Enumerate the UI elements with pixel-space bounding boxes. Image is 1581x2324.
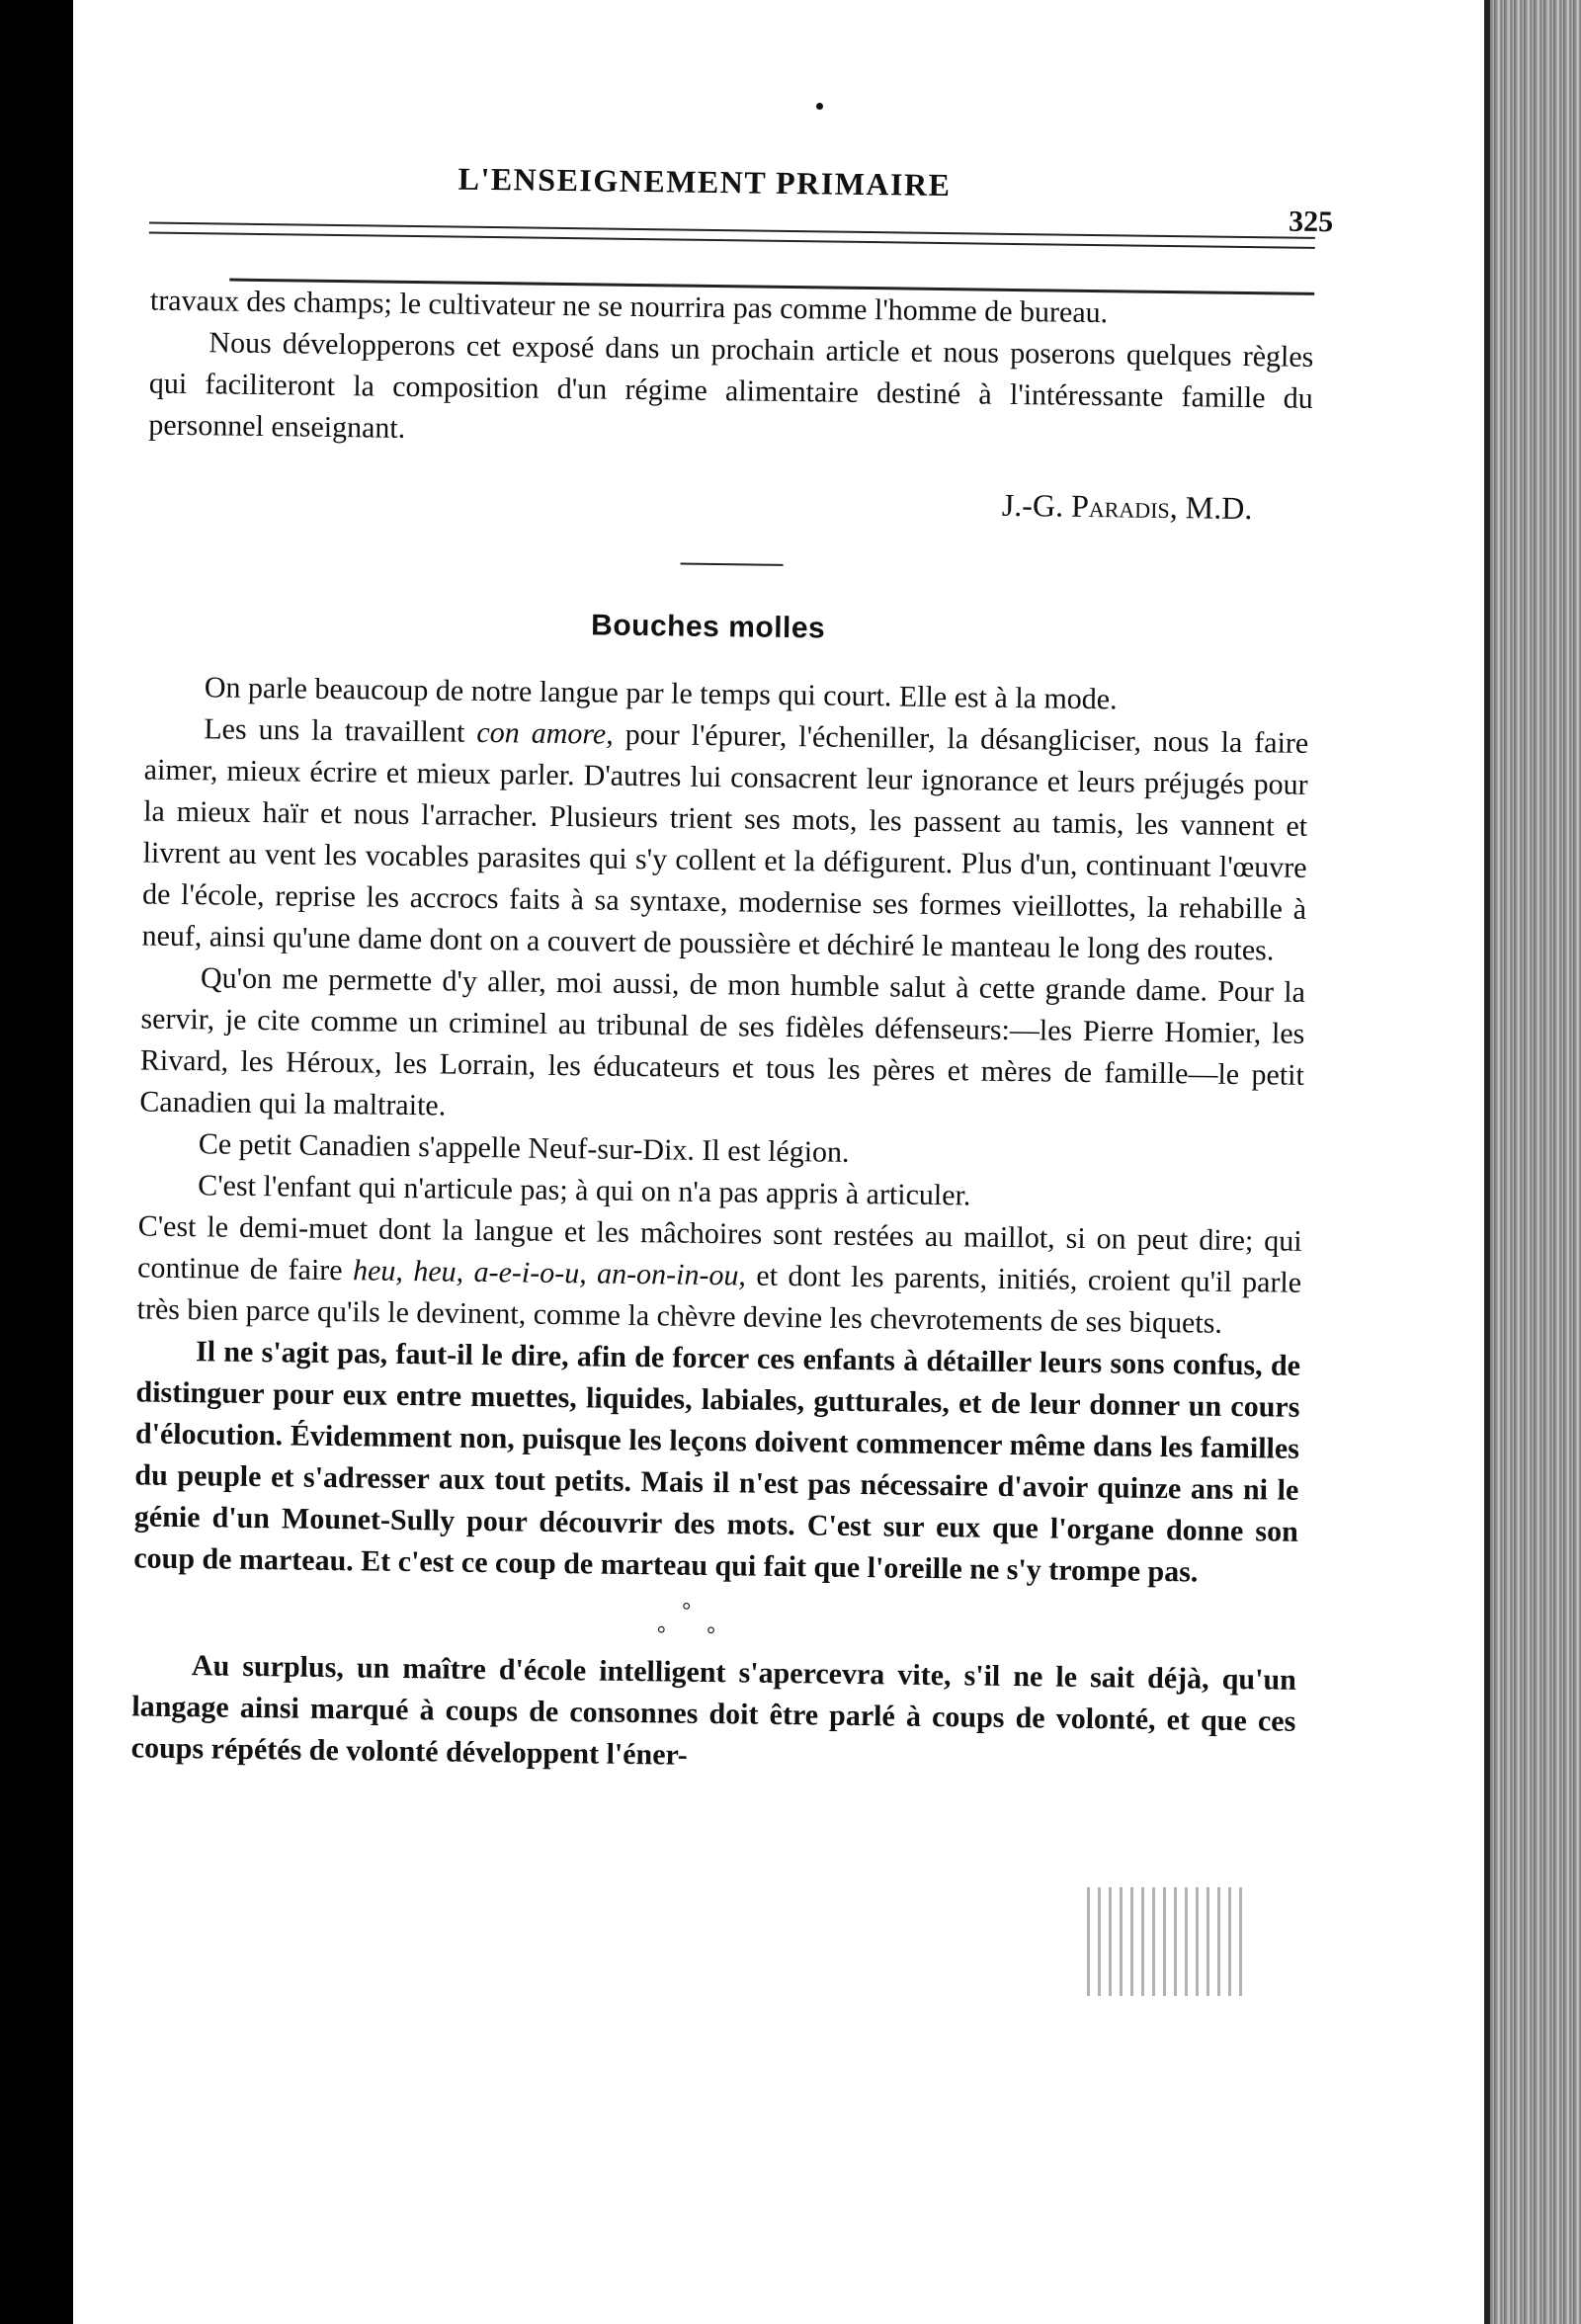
section-divider <box>681 563 784 566</box>
signature-suffix: , M.D. <box>1169 489 1253 527</box>
book-page <box>92 148 1334 1784</box>
signature-initials: J.-G. <box>1001 486 1072 524</box>
continuation-paragraph: travaux des champs; le cultivateur ne se nourrira pas comme l'homme de bureau. <box>149 284 1109 330</box>
running-title: L'ENSEIGNEMENT PRIMAIRE <box>458 160 952 204</box>
separator-top: ° <box>682 1597 709 1623</box>
article-continuation <box>109 280 1314 461</box>
page-header <box>112 148 1334 239</box>
print-smudge <box>1087 1887 1245 1996</box>
article-body-continued <box>92 1644 1297 1784</box>
ornament-separator <box>93 1591 1297 1654</box>
paragraph-8: Au surplus, un maître d'école intelligent s'apercevra vite, s'il ne le sait déjà, qu'un langage ainsi marqué à coups de consonnes doit être parlé à coups de volonté, et que ces coups répétés de volonté développent l'éner- <box>130 1649 1297 1772</box>
paragraph-2-italic: con amore, <box>476 715 614 751</box>
paragraph-2-start: Les uns la travaillent <box>204 712 477 749</box>
page-number: 325 <box>1288 205 1334 239</box>
signature-name: Paradis <box>1070 487 1171 526</box>
paragraph-6 <box>136 1205 1302 1345</box>
paragraph-4: Ce petit Canadien s'appelle Neuf-sur-Dix. Il est légion. <box>198 1127 850 1169</box>
paragraph-2-rest: pour l'épurer, l'écheniller, la désangliciser, nous la faire aimer, mieux écrire et mieux parler. D'autres lui consacrent leur ignorance et leurs préjugés pour la mieux haïr et nous l'arracher. Plusieurs trient ses mots, les passent au tamis, les vannent et livrent au vent les vocables parasites qui s'y collent et la défigurent. Plus d'un, continuant l'œuvre de l'école, reprise les accrocs faits à sa syntaxe, modernise ses formes vieillottes, la rehabille à neuf, ainsi qu'une dame dont on a couvert de poussière et déchiré le manteau le long des routes. <box>141 717 1309 967</box>
paragraph-2 <box>141 707 1308 971</box>
closing-paragraph: Nous développerons cet exposé dans un prochain article et nous poserons quelques règles qui faciliteront la composition d'un régime alimentaire destiné à l'intéressante famille du personnel enseignant. <box>148 326 1314 445</box>
author-signature <box>108 475 1311 528</box>
paragraph-7: Il ne s'agit pas, faut-il le dire, afin de forcer ces enfants à détailler leurs sons confus, de distinguer pour eux entre muettes, liquides, labiales, gutturales, et de leur donner un cours d'élocution. Évidemment non, puisque les leçons doivent commencer même dans les familles du peuple et s'adresser aux tout petits. Mais il n'est pas nécessaire d'avoir quinze ans ni le génie d'un Mounet-Sully pour découvrir des mots. C'est sur eux que l'organe donne son coup de marteau. Et c'est ce coup de marteau qui fait que l'oreille ne s'y trompe pas. <box>133 1335 1301 1589</box>
paragraph-6-rest: et dont les parents, initiés, croient qu'il parle très bien parce qu'ils le devinent, comme la chèvre devine les chevrotements de ses biquets. <box>136 1259 1302 1340</box>
separator-bottom: ° ° <box>656 1620 734 1647</box>
article-title: Bouches molles <box>590 609 826 645</box>
paragraph-1: On parle beaucoup de notre langue par le temps qui court. Elle est à la mode. <box>204 671 1118 716</box>
article-body <box>94 666 1309 1595</box>
book-gutter-shadow <box>0 0 73 2324</box>
page-edges-stack <box>1484 0 1581 2324</box>
paragraph-6-italic: heu, heu, a-e-i-o-u, an-on-in-ou, <box>352 1254 747 1292</box>
paragraph-3: Qu'on me permette d'y aller, moi aussi, de mon humble salut à cette grande dame. Pour la servir, je cite comme un criminel au tribunal de ses fidèles défenseurs:—les Pierre Homier, les Rivard, les Héroux, les Lorrain, les éducateurs et tous les pères et mères de famille—le petit Canadien qui la maltraite. <box>139 961 1306 1122</box>
paragraph-5: C'est l'enfant qui n'articule pas; à qui on n'a pas appris à articuler. <box>198 1169 971 1212</box>
print-speck <box>816 103 823 110</box>
paragraph-6-start: C'est le demi-muet dont la langue et les mâchoires sont restées au maillot, si on peut dire; qui continue de faire <box>136 1209 1302 1287</box>
